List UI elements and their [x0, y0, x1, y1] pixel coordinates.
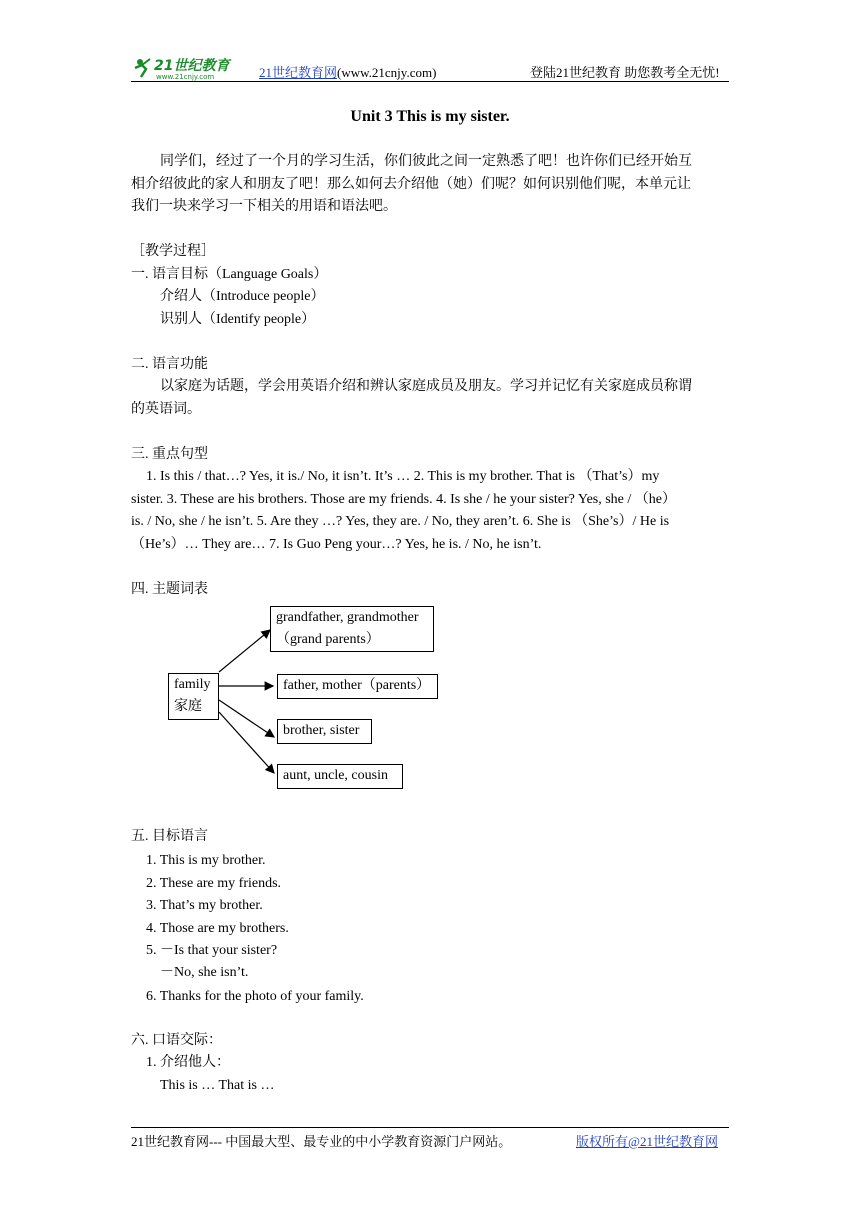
section6-item: 1. 介绍他人： — [146, 1055, 230, 1070]
footer-text: 21世纪教育网--- 中国最大型、最专业的中小学教育资源门户网站。 — [131, 1134, 512, 1149]
branch-box-relatives — [277, 764, 403, 789]
section5-item: 1. This is my brother. — [146, 853, 266, 868]
arrow-relatives — [219, 712, 274, 773]
root-label-zh: 家庭 — [174, 699, 202, 714]
section1-item: 介绍人（Introduce people） — [160, 289, 325, 304]
section6-item: This is … That is … — [160, 1078, 275, 1093]
section2-line: 以家庭为话题，学会用英语介绍和辨认家庭成员及朋友。学习并记忆有关家庭成员称谓 — [160, 379, 692, 394]
intro-line: 同学们，经过了一个月的学习生活，你们彼此之间一定熟悉了吧！也许你们已经开始互 — [160, 154, 692, 169]
header-slogan: 登陆21世纪教育 助您教考全无忧! — [530, 65, 720, 80]
intro-line: 相介绍彼此的家人和朋友了吧！那么如何去介绍他（她）们呢？如何识别他们呢，本单元让 — [131, 176, 691, 192]
page-title: Unit 3 This is my sister. — [350, 108, 510, 125]
branch-text: （grand parents） — [276, 632, 380, 647]
branch-box-siblings — [277, 719, 372, 744]
section3-line: is. / No, she / he isn’t. 5. Are they …? Yes, they are. / No, they aren’t. 6. She is （She’s）/ He is — [131, 514, 670, 529]
section3-heading: 三. 重点句型 — [131, 447, 208, 462]
section5-item: 5. －Is that your sister? — [146, 943, 278, 958]
section2-line: 的英语词。 — [131, 401, 201, 417]
section6-heading: 六. 口语交际： — [131, 1033, 222, 1048]
arrow-grandparents — [219, 630, 270, 672]
section5-heading: 五. 目标语言 — [131, 829, 208, 844]
section1-item: 识别人（Identify people） — [160, 312, 316, 327]
branch-text: grandfather, grandmother — [276, 610, 419, 625]
section5-item: －No, she isn’t. — [160, 965, 249, 980]
section5-item: 6. Thanks for the photo of your family. — [146, 989, 364, 1004]
process-heading: ［教学过程］ — [131, 244, 215, 259]
branch-text: aunt, uncle, cousin — [283, 768, 388, 783]
section2-heading: 二. 语言功能 — [131, 357, 208, 372]
branch-text: brother, sister — [283, 723, 360, 738]
section5-item: 2. These are my friends. — [146, 876, 282, 891]
section3-line: （He’s）… They are… 7. Is Guo Peng your…? Yes, he is. / No, he isn’t. — [131, 537, 542, 552]
section5-item: 3. That’s my brother. — [146, 898, 263, 913]
site-link-text[interactable]: 21世纪教育网 — [259, 65, 338, 80]
section3-line: 1. Is this / that…? Yes, it is./ No, it isn’t. It’s … 2. This is my brother. That is （That’s）my — [146, 469, 660, 484]
section5-item: 4. Those are my brothers. — [146, 921, 289, 936]
root-label-en: family — [174, 677, 211, 692]
branch-box-grandparents — [270, 606, 434, 652]
section1-heading: 一. 语言目标（Language Goals） — [131, 267, 328, 282]
section3-line: sister. 3. These are his brothers. Those are my friends. 4. Is she / he your sister? Yes, she / （he） — [131, 492, 676, 507]
svg-text:21世纪教育: 21世纪教育 — [154, 58, 230, 74]
svg-text:www.21cnjy.com: www.21cnjy.com — [156, 73, 215, 81]
branch-box-parents — [277, 674, 438, 699]
branch-text: father, mother（parents） — [283, 678, 431, 693]
family-root-box — [168, 673, 219, 720]
intro-line: 我们一块来学习一下相关的用语和语法吧。 — [131, 199, 397, 214]
site-url: (www.21cnjy.com) — [337, 65, 437, 80]
footer-copyright-link[interactable]: 版权所有@21世纪教育网 — [576, 1134, 718, 1149]
arrow-siblings — [219, 700, 274, 737]
footer-divider — [131, 1127, 729, 1128]
section4-heading: 四. 主题词表 — [131, 582, 208, 597]
